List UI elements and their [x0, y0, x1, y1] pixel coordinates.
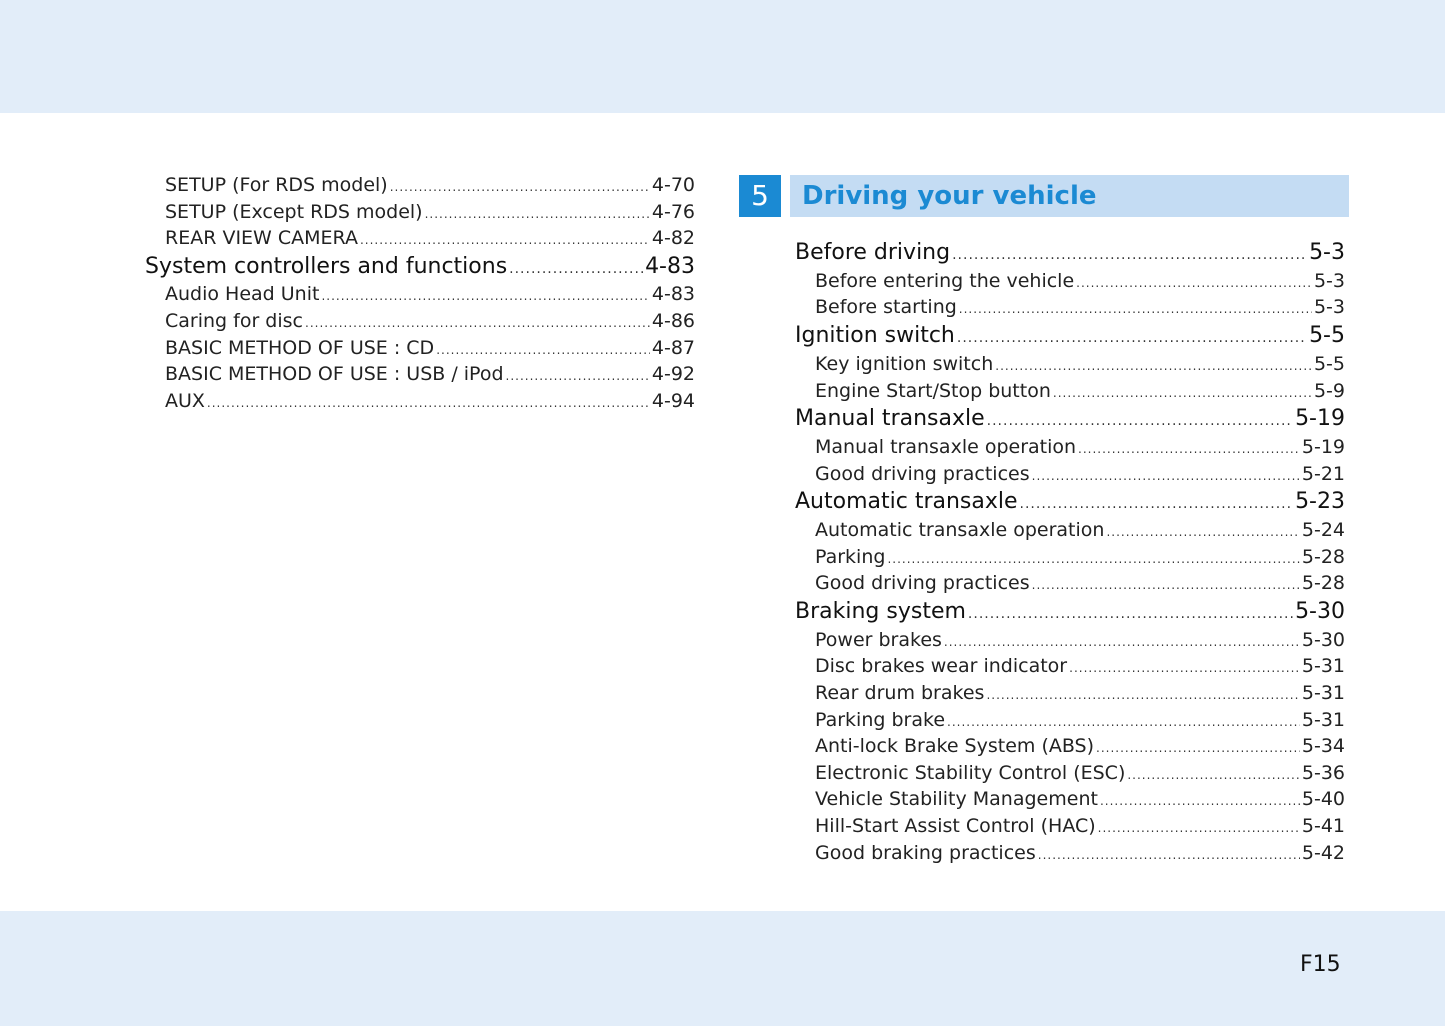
leader-dots — [968, 600, 1293, 630]
toc-entry[interactable] — [145, 281, 695, 308]
toc-entry-page: 5-28 — [1301, 545, 1345, 568]
leader-dots — [425, 201, 650, 228]
toc-entry[interactable] — [795, 378, 1345, 405]
leader-dots — [1053, 380, 1312, 407]
toc-entry-page: 4-76 — [651, 200, 695, 223]
leader-dots — [1100, 788, 1300, 815]
toc-entry-label: Good driving practices — [815, 572, 1030, 595]
leader-dots — [1069, 655, 1300, 682]
toc-entry[interactable] — [795, 653, 1345, 680]
leader-dots — [1032, 463, 1300, 490]
toc-entry-label: Good braking practices — [815, 841, 1036, 864]
leader-dots — [305, 310, 650, 337]
toc-entry[interactable] — [795, 760, 1345, 787]
leader-dots — [986, 682, 1299, 709]
toc-entry-page: 5-31 — [1301, 681, 1345, 704]
toc-section-label: Before driving — [795, 240, 951, 265]
leader-dots — [1020, 490, 1294, 520]
toc-entry[interactable] — [145, 199, 695, 226]
leader-dots — [952, 241, 1307, 271]
leader-dots — [506, 363, 650, 390]
toc-entry[interactable] — [795, 268, 1345, 295]
toc-entry-label: Parking — [815, 545, 886, 568]
toc-section-page: 4-83 — [645, 253, 695, 279]
toc-entry[interactable] — [145, 388, 695, 415]
toc-entry[interactable] — [795, 544, 1345, 571]
toc-entry[interactable] — [795, 517, 1345, 544]
leader-dots — [944, 629, 1300, 656]
toc-entry-page: 4-82 — [651, 227, 695, 250]
toc-entry-label: Power brakes — [815, 628, 942, 651]
leader-dots — [1098, 815, 1300, 842]
toc-entry-page: 5-41 — [1301, 814, 1345, 837]
leader-dots — [390, 174, 650, 201]
toc-section[interactable] — [795, 404, 1345, 434]
toc-entry-label: SETUP (For RDS model) — [165, 174, 388, 196]
toc-entry-page: 5-31 — [1301, 708, 1345, 731]
toc-entry-page: 4-70 — [651, 174, 695, 196]
leader-dots — [1078, 436, 1300, 463]
leader-dots — [959, 296, 1312, 323]
leader-dots — [436, 337, 650, 364]
toc-entry-label: Anti-lock Brake System (ABS) — [815, 735, 1095, 758]
toc-entry-page: 5-5 — [1313, 352, 1345, 375]
toc-entry-label: Key ignition switch — [815, 352, 994, 375]
toc-entry[interactable] — [795, 733, 1345, 760]
toc-entry-label: REAR VIEW CAMERA — [165, 227, 358, 250]
toc-section-page: 5-23 — [1295, 489, 1345, 515]
page-number: F15 — [1300, 952, 1341, 977]
toc-entry-page: 5-24 — [1301, 519, 1345, 542]
leader-dots — [1076, 270, 1312, 297]
chapter-number-badge: 5 — [739, 175, 781, 217]
leader-dots — [509, 255, 643, 285]
toc-entry[interactable] — [795, 680, 1345, 707]
toc-entry-label: Good driving practices — [815, 462, 1030, 485]
toc-entry-label: Electronic Stability Control (ESC) — [815, 761, 1126, 784]
leader-dots — [1096, 735, 1300, 762]
toc-entry-label: Vehicle Stability Management — [815, 788, 1098, 811]
toc-entry-page: 5-9 — [1313, 379, 1345, 402]
toc-section[interactable] — [795, 238, 1345, 268]
toc-entry-page: 5-42 — [1301, 841, 1345, 864]
toc-entry-label: Manual transaxle operation — [815, 436, 1077, 459]
toc-entry-label: Caring for disc — [165, 309, 303, 332]
toc-entry-label: Hill-Start Assist Control (HAC) — [815, 814, 1096, 837]
toc-entry-page: 4-92 — [651, 363, 695, 386]
toc-entry-label: Rear drum brakes — [815, 681, 985, 704]
leader-dots — [360, 227, 650, 254]
toc-section-label: Braking system — [795, 598, 966, 624]
toc-entry[interactable] — [795, 351, 1345, 378]
toc-entry-label: Engine Start/Stop button — [815, 379, 1051, 402]
toc-section-page: 5-5 — [1309, 323, 1345, 349]
toc-section-label: Manual transaxle — [795, 406, 985, 432]
leader-dots — [207, 390, 650, 417]
toc-entry-label: SETUP (Except RDS model) — [165, 200, 423, 223]
toc-entry-label: Audio Head Unit — [165, 283, 320, 306]
toc-entry[interactable] — [145, 225, 695, 252]
toc-section[interactable] — [795, 321, 1345, 351]
toc-entry[interactable] — [795, 434, 1345, 461]
toc-entry[interactable] — [795, 840, 1345, 867]
leader-dots — [1038, 842, 1300, 869]
toc-section-label: Ignition switch — [795, 323, 955, 349]
leader-dots — [957, 324, 1307, 354]
toc-entry-label: BASIC METHOD OF USE : USB / iPod — [165, 363, 504, 386]
toc-entry-page: 5-3 — [1313, 296, 1345, 319]
leader-dots — [1127, 762, 1300, 789]
toc-entry[interactable] — [795, 813, 1345, 840]
toc-section[interactable] — [145, 252, 695, 282]
toc-entry-label: Before entering the vehicle — [815, 269, 1075, 292]
toc-entry[interactable] — [795, 570, 1345, 597]
toc-section-page: 5-19 — [1295, 406, 1345, 432]
toc-entry[interactable] — [795, 294, 1345, 321]
toc-entry-label: Disc brakes wear indicator — [815, 655, 1068, 678]
toc-entry-page: 5-36 — [1301, 761, 1345, 784]
toc-entry-label: AUX — [165, 389, 205, 412]
toc-section-page: 5-30 — [1295, 598, 1345, 624]
toc-entry-page: 4-83 — [651, 283, 695, 306]
toc-entry[interactable] — [145, 308, 695, 335]
toc-section-page: 5-3 — [1309, 240, 1345, 265]
toc-entry-page: 5-34 — [1301, 735, 1345, 758]
chapter-title[interactable]: Driving your vehicle — [790, 175, 1349, 217]
leader-dots — [987, 407, 1293, 437]
toc-entry-page: 5-40 — [1301, 788, 1345, 811]
toc-left-column — [145, 172, 695, 414]
toc-section-label: Automatic transaxle — [795, 489, 1018, 515]
toc-entry-label: Automatic transaxle operation — [815, 519, 1105, 542]
toc-section[interactable] — [795, 487, 1345, 517]
footer-band — [0, 911, 1445, 1026]
toc-entry-page: 5-19 — [1301, 436, 1345, 459]
toc-entry[interactable] — [145, 172, 695, 199]
toc-entry-page: 5-3 — [1313, 269, 1345, 292]
toc-entry-page: 4-86 — [651, 309, 695, 332]
toc-entry[interactable] — [795, 627, 1345, 654]
toc-entry-page: 5-31 — [1301, 655, 1345, 678]
toc-entry-label: Parking brake — [815, 708, 946, 731]
toc-entry[interactable] — [795, 786, 1345, 813]
toc-entry[interactable] — [145, 361, 695, 388]
leader-dots — [321, 283, 649, 310]
leader-dots — [887, 546, 1299, 573]
toc-section[interactable] — [795, 597, 1345, 627]
toc-entry-page: 4-87 — [651, 336, 695, 359]
header-band — [0, 0, 1445, 113]
leader-dots — [1032, 572, 1300, 599]
toc-entry-page: 4-94 — [651, 389, 695, 412]
leader-dots — [1106, 519, 1299, 546]
toc-entry[interactable] — [795, 461, 1345, 488]
toc-right-column — [795, 238, 1345, 866]
toc-entry-page: 5-30 — [1301, 628, 1345, 651]
toc-entry-page: 5-28 — [1301, 572, 1345, 595]
toc-entry-label: BASIC METHOD OF USE : CD — [165, 336, 435, 359]
leader-dots — [995, 353, 1312, 380]
toc-entry-label: Before starting — [815, 296, 957, 319]
toc-entry[interactable] — [795, 707, 1345, 734]
toc-entry-page: 5-21 — [1301, 462, 1345, 485]
leader-dots — [947, 709, 1300, 736]
toc-section-label: System controllers and functions — [145, 253, 508, 279]
toc-entry[interactable] — [145, 335, 695, 362]
